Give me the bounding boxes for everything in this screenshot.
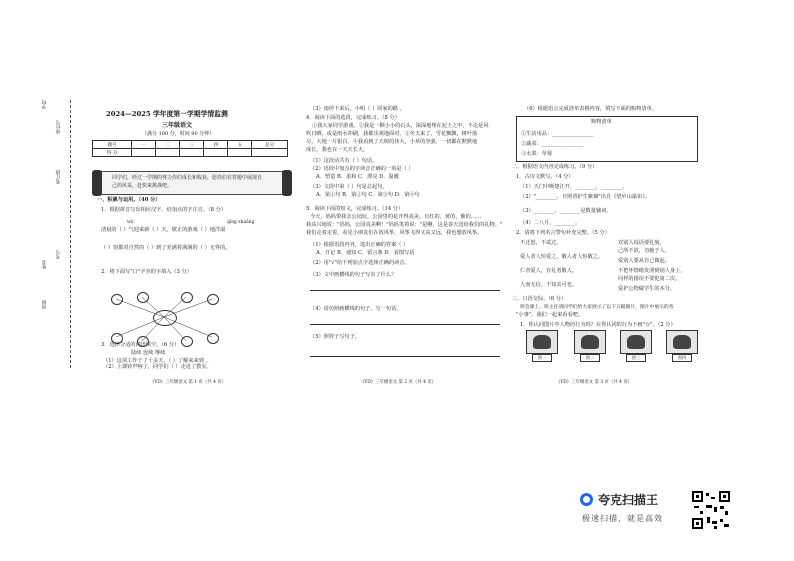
passage-line: 我们走着走着，看见小朋友们在放风筝，风筝飞得又高又远，我也想放风筝。 (306, 230, 483, 236)
score-row (93, 149, 288, 157)
question-text: 1．古诗文默写。（4 分） (516, 174, 574, 180)
question-text: （1）天门中断楚江开，________，________。 (520, 184, 628, 190)
word-choices: 陆续 连续 继续 (131, 350, 166, 356)
proverb-left: 不迁怒，不贰过。 (520, 240, 562, 246)
question-text: （1）根据语段内容，选出正确的答案（ ） (310, 242, 409, 248)
score-header-row (93, 141, 288, 149)
proverb-right: 不把坏情绪发泄到别人身上， (618, 268, 686, 274)
score-header-cell: 四 (204, 141, 228, 149)
question-text: （2）语段中加点的字读音正确的一项是（ ） (310, 166, 414, 172)
page-column-2 (306, 106, 506, 371)
character-mind-map (108, 293, 218, 345)
score-header-cell: 总分 (252, 141, 288, 149)
exam-meta: （满分 100 分，时间 90 分钟） (142, 131, 215, 137)
picture-4 (666, 330, 698, 354)
binding-margin (38, 100, 86, 370)
qr-code-icon (692, 491, 730, 529)
score-cell (228, 149, 252, 157)
mind-map-node (181, 292, 193, 303)
passage-line: 今天，妈妈带我去公园玩，公园里的花开得真美。有红的、黄的、紫的…… (310, 214, 482, 220)
score-cell (156, 149, 180, 157)
answer-line (310, 324, 500, 325)
exam-title: 2024—2025 学年度第一学期学情监测 (106, 110, 228, 118)
binding-label: 考号 (56, 250, 61, 260)
shopping-list-box (516, 116, 698, 162)
brand-name: 夸克扫描王 (598, 493, 659, 507)
score-cell (180, 149, 204, 157)
page-footer: 《YD》三年级语文 第 3 页（共 4 页） (556, 380, 633, 385)
section-1-heading: 一、积累与运用。（40 分） (97, 197, 161, 203)
scroll-end-left (92, 170, 102, 196)
proverb-left: 爱人者人恒爱之，敬人者人恒敬之。 (520, 254, 604, 260)
brand-tagline: 极速扫描，就是高效 (582, 514, 663, 523)
question-text: （3）文中画横线的句子写出了什么？ (310, 272, 397, 278)
mind-map-center (153, 310, 177, 326)
shopping-item: ②蔬菜：________________ (521, 141, 584, 147)
question-text: 5．阅读下面的短文，完成练习。（14 分） (306, 206, 404, 212)
question-text: （3）雨停下来后，小明（ ）回家的路 。 (310, 106, 405, 112)
question-text: （1）这项工作干了十多天，（ ）了解来来到 。 (103, 358, 211, 364)
page-column-3 (512, 106, 712, 371)
mind-map-node (207, 333, 219, 344)
section-heading: 二、根据语文内容完成练习。（9 分） (512, 164, 598, 170)
mind-map-node (181, 336, 193, 347)
page-footer: 《YD》三年级语文 第 1 页（共 4 页） (150, 380, 227, 385)
question-text: （3）________，________是数量辅词。 (520, 208, 612, 214)
question-text: （2）用"√"给下列加点字选择正确的读音。 (310, 260, 410, 266)
picture-label: 图三 (626, 354, 646, 362)
picture-label: 图一 (532, 354, 552, 362)
binding-dashed-line (70, 100, 71, 368)
question-text: 2．将下面写"口"字旁的字填入（3 分） (101, 269, 192, 275)
question-text: （4）二八月，________。 (520, 220, 581, 226)
question-text: （2）"________，日照香炉生紫烟"出自《望庐山瀑布》。 (520, 194, 650, 200)
brand-logo-icon (580, 493, 593, 506)
proverb-right: 己所不欲，勿施于人。 (618, 248, 670, 254)
answer-options: A．第①句 B．第②句 C．第③句 D．第④句 (316, 192, 420, 198)
question-text: 3．选择合适的词语填空。（6 分） (101, 342, 180, 348)
proverb-right: 同样的错误不要犯第二次。 (618, 276, 681, 282)
mind-map-node (137, 292, 149, 303)
answer-line (310, 356, 500, 357)
proverb-left: 仁者爱人，有礼者敬人。 (520, 268, 578, 274)
binding-label: 学校 (42, 100, 47, 110)
question-text: 班会课上，班主任请同学们给大家展示了以下五幅图片，图片中展示的各 (520, 305, 674, 310)
binding-label: 姓名 (42, 260, 47, 270)
question-text: 1．根据拼音写出相应汉字，给加点的字注音。（8 分） (101, 207, 226, 213)
proverb-left: 人而无信，不知其可也。 (520, 282, 578, 288)
pinyin: qīng shuǎng (227, 220, 255, 225)
score-header-cell: 题号 (93, 141, 132, 149)
picture-3 (620, 330, 652, 354)
section-heading: 三、口语交际。（6 分） (512, 296, 567, 302)
encouragement-banner (97, 171, 287, 195)
question-text: （3）文段中第（ ）句是总起句。 (310, 184, 388, 190)
question-text: （ ）窗都对自然的（ ）到了充满着满满的（ ）无界的。 (101, 245, 231, 251)
answer-options: A．塑造 B．柔和 C．漂亮 D．温暖 (316, 174, 399, 180)
score-header-cell: 二 (156, 141, 180, 149)
question-text: 4．阅读下面的选段，完成练习。（8 分） (306, 115, 400, 121)
score-cell (252, 149, 288, 157)
score-table (92, 140, 288, 157)
banner-text: 同学们，经过一学期的努力你们成长和收获，愿你们在答题中展现自己的风采，赶快来挑战吧。 (112, 175, 263, 189)
question-text: "小事"。我们一起来看看吧。 (516, 312, 584, 318)
score-header-cell: 五 (228, 141, 252, 149)
binding-label: 座位号 (56, 120, 61, 134)
exam-subject: 三年级语文 (162, 122, 193, 129)
score-header-cell: 三 (180, 141, 204, 149)
question-text: （2）上课铃声响了，同学们（ ）走进了教室。 (103, 364, 212, 370)
passage-line: 成长，我也在一天天长大。 (306, 147, 369, 153)
question-text: 清晨的（ ）气迎来新（ ）天，歇止的游戏（ ）地洋溢 (101, 227, 226, 233)
picture-label: 图四 (672, 354, 692, 362)
proverb-right: 爱护公物做学生的本分。 (618, 286, 676, 292)
pinyin: wù (127, 220, 134, 225)
proverb-right: 爱别人要从自己做起。 (618, 258, 670, 264)
scroll-end-right (282, 170, 292, 196)
mind-map-node (207, 294, 219, 305)
shopping-item: ①生活用品：________________ (521, 131, 594, 137)
picture-label: 图二 (580, 354, 600, 362)
score-header-cell: 一 (132, 141, 156, 149)
shopping-item: ③水果：草莓 (521, 151, 553, 157)
shopping-list-title: 购物清单 (591, 119, 612, 125)
page-footer: 《YD》三年级语文 第 2 页（共 4 页） (360, 380, 437, 385)
passage-line: 尽，大地一片银白。④我看到了大树的伟大，小草的坚强，一切都在默默地 (306, 139, 478, 145)
question-text: 2．请将下列名言警句补充完整。（5 分） (516, 230, 610, 236)
question-text: （1）这段话共有（ ）句话。 (310, 158, 378, 164)
picture-1 (526, 330, 558, 354)
proverb-right: 对别人说话要礼貌， (618, 240, 665, 246)
binding-label: 班级 (42, 300, 47, 310)
mind-map-node (111, 294, 123, 305)
passage-line: 我高兴地说："妈妈，公园真美啊！"妈妈笑着说："是啊，这是春天送给我们的礼物。" (306, 222, 503, 228)
question-text: （5）照样子写句子。 (310, 334, 360, 340)
answer-options: A．日记 B．通知 C．留言条 D．看图写话 (316, 250, 415, 256)
score-cell (204, 149, 228, 157)
question-text: 1．你认同图片中人物的行为吗？在你认同的行为下画"☆"。（2 分） (520, 322, 676, 328)
picture-2 (574, 330, 606, 354)
answer-line (310, 290, 500, 291)
question-text: （4）请仿照画横线的句子，写一句话。 (310, 306, 402, 312)
binding-label: 装订线 (56, 170, 61, 184)
question-text: （6）根据语言完成清单表格内容，填写下面的购物清单。 (524, 106, 657, 112)
passage-line: ①我大家同学游戏，②我是一颗小小的石头，深深地埋在泥土之中，不论是风 (312, 123, 489, 129)
score-cell (132, 149, 156, 157)
score-row-label: 得 分 (93, 149, 132, 157)
passage-line: 吹日晒，或是雨水冲刷，我都乐观地面对。③冬天来了，雪花飘飘，树叶落 (306, 131, 478, 137)
